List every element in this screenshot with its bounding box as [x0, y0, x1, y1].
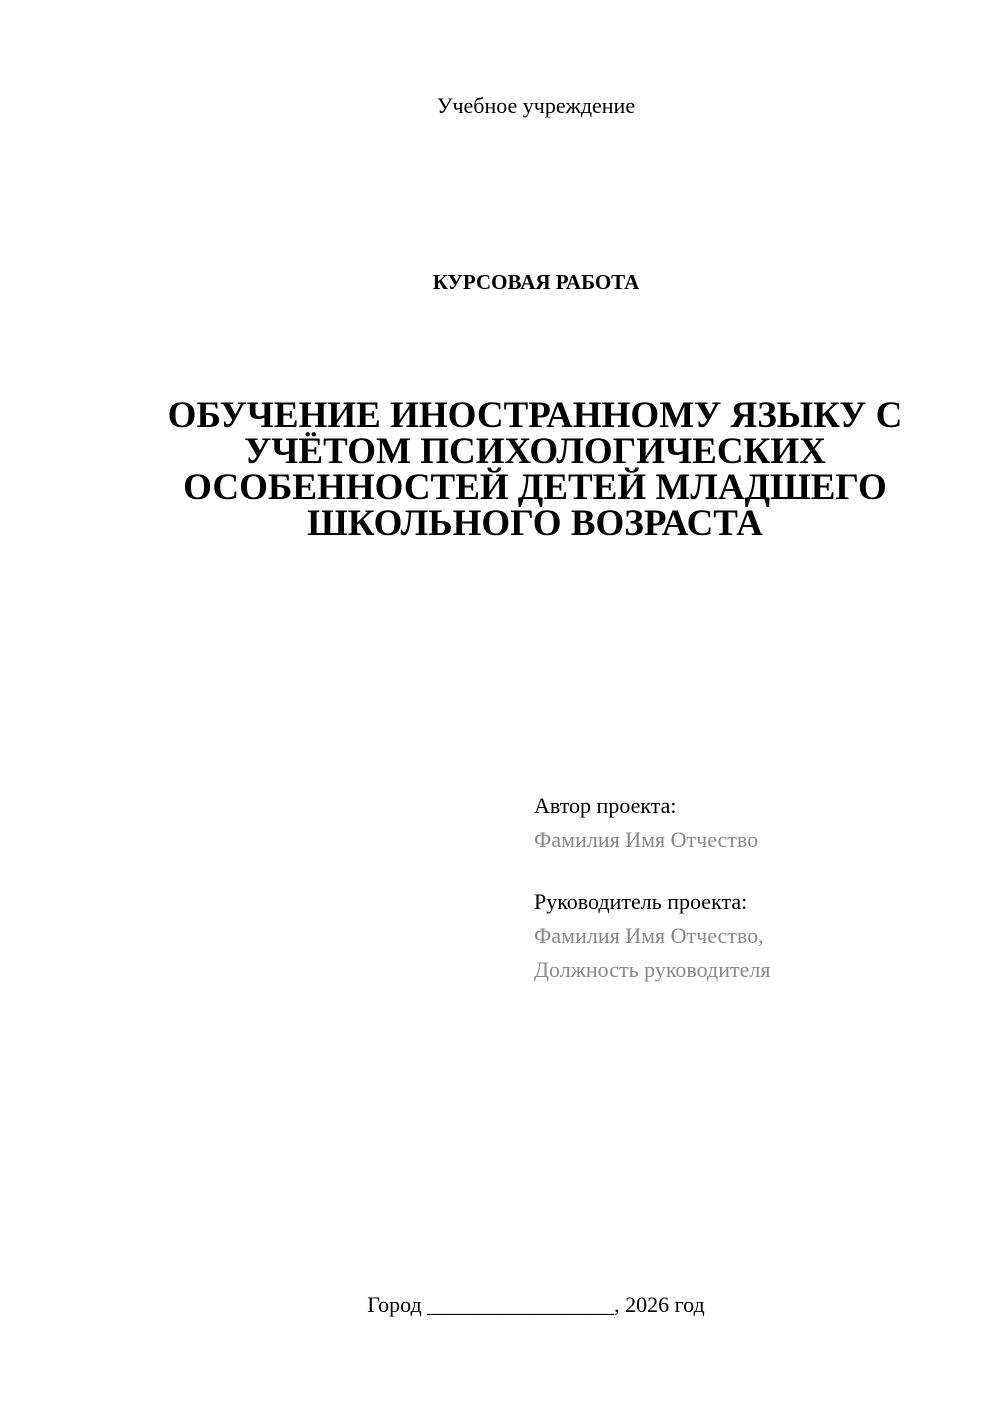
- supervisor-label: Руководитель проекта:: [534, 889, 748, 914]
- signature-block: [534, 789, 974, 987]
- title-line: УЧЁТОМ ПСИХОЛОГИЧЕСКИХ: [244, 431, 826, 472]
- supervisor-name: Фамилия Имя Отчество,: [534, 923, 764, 948]
- title-line: ОБУЧЕНИЕ ИНОСТРАННОМУ ЯЗЫКУ С: [167, 395, 903, 436]
- city-year-footer: Город _________________, 2026 год: [367, 1292, 705, 1317]
- supervisor-position: Должность руководителя: [534, 957, 771, 982]
- title-line: ОСОБЕННОСТЕЙ ДЕТЕЙ МЛАДШЕГО: [183, 467, 887, 508]
- signature-spacer: [534, 857, 974, 885]
- document-title: [140, 395, 930, 544]
- institution-name: Учебное учреждение: [436, 93, 636, 118]
- work-type-heading: КУРСОВАЯ РАБОТА: [432, 270, 640, 294]
- author-name: Фамилия Имя Отчество: [534, 827, 759, 852]
- author-label: Автор проекта:: [534, 793, 677, 818]
- title-line: ШКОЛЬНОГО ВОЗРАСТА: [307, 503, 763, 544]
